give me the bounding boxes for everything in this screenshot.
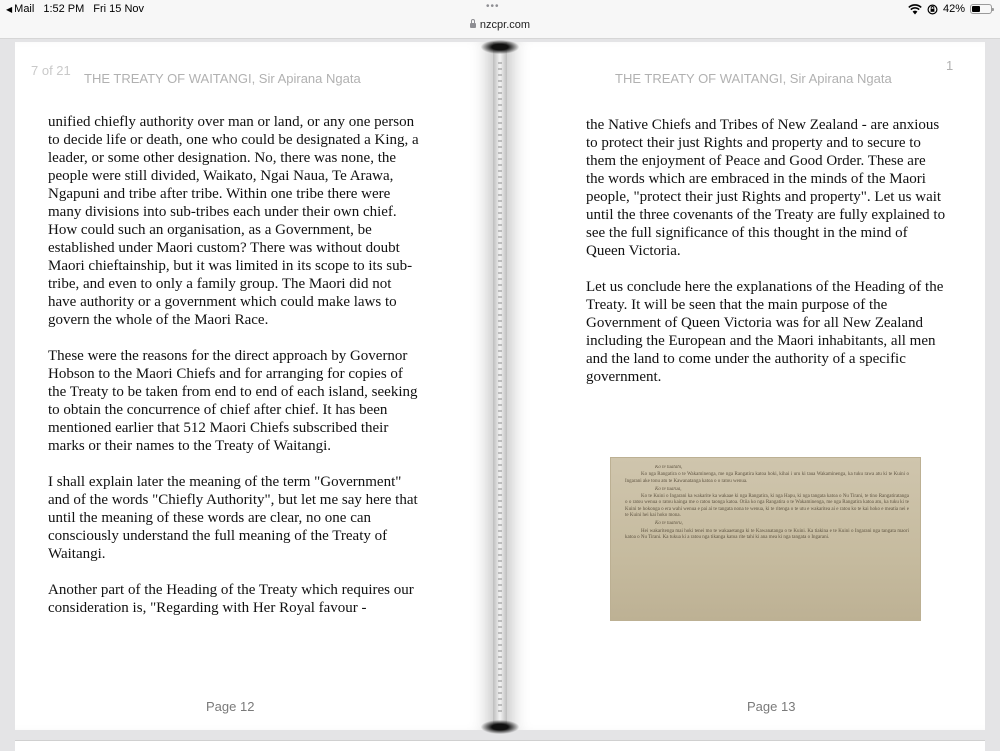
url-text: nzcpr.com	[479, 19, 531, 31]
scan-heading: Ko te tuatoru,	[655, 521, 683, 527]
status-date: Fri 15 Nov	[93, 3, 145, 15]
page-number-left: Page 12	[206, 699, 255, 714]
treaty-document-image	[611, 458, 920, 620]
book-spine	[493, 42, 507, 730]
paragraph: I shall explain later the meaning of the term "Government" and of the words "Chiefly Authority", but let me say here that until the meaning of these words are clear, no one can consciously understand the full meaning of the Treaty of Waitangi.	[48, 474, 418, 562]
back-to-mail-button[interactable]	[6, 3, 34, 15]
status-time: 1:52 PM	[43, 3, 85, 15]
multitasking-dots-icon[interactable]: •••	[486, 1, 500, 12]
treaty-scan-text	[625, 463, 909, 543]
back-label: Mail	[14, 3, 35, 15]
spine-bottom-cap	[481, 720, 519, 734]
status-left	[6, 3, 144, 15]
paragraph: These were the reasons for the direct approach by Governor Hobson to the Maori Chiefs and for arranging for copies of the Treaty to be taken from end to end of each island, seeking to obtain the concurrence of chief after chief. It has been mentioned earlier that 512 Maori Chiefs subscribed their marks or their names to the Treaty of Waitangi.	[48, 348, 418, 454]
paragraph: Another part of the Heading of the Treaty which requires our consideration is, "Regarding with Her Royal favour -	[48, 582, 414, 616]
spine-top-cap	[481, 40, 519, 54]
scan-paragraph: Hei wakaritenga mai hoki tenei mo te wakaaetanga ki te Kawanatanga o te Kuini. Ka tiakina e te Kuini o Ingarani nga tangata maori katoa o Nu Tirani. Ka tukua ki a ratou nga tikanga katoa rite tahi ki ana mea ki nga tangata o Ingarani.	[625, 528, 909, 540]
status-right	[908, 3, 992, 15]
page-number-right: Page 13	[747, 699, 796, 714]
battery-fill	[972, 6, 980, 12]
battery-icon	[970, 4, 992, 14]
wifi-icon	[908, 4, 922, 15]
next-spread-edge	[15, 740, 985, 751]
scan-heading: Ko te tuatahi,	[655, 465, 683, 470]
address-bar[interactable]	[0, 19, 1000, 31]
back-arrow-icon: ◀	[6, 4, 13, 14]
page-counter: 7 of 21	[31, 63, 71, 78]
paragraph: unified chiefly authority over man or land, or any one person to decide life or death, one who could be designated a King, a leader, or some other designation. No, there was none, the people were still divided, Waikato, Ngai Naua, Te Arawa, Ngapuni and tribe after tribe. Within one tribe there were many divisions into sub-tribes each under their own chief. How could such an organisation, as a Government, be established under Maori custom? There was without doubt Maori chieftainship, but it was limited in its scope to its sub-tribe, and even to only a family group. The Maori did not have authority or a government which could make laws to govern the whole of the Maori Race.	[48, 114, 419, 328]
status-bar	[0, 0, 1000, 39]
paragraph: Let us conclude here the explanations of the Heading of the Treaty. It will be seen that the main purpose of the Government of Queen Victoria was for all New Zealand including the European and the Maori inhabitants, all men and the land to come under the authority of a specific government.	[586, 279, 944, 385]
running-head-right: THE TREATY OF WAITANGI, Sir Apirana Ngata	[615, 71, 892, 86]
paragraph: the Native Chiefs and Tribes of New Zealand - are anxious to protect their just Rights and property and to secure to them the enjoyment of Peace and Good Order. These are the words which are embraced in the minds of the Maori people, "protect their just Rights and property". Let us wait until the three covenants of the Treaty are fully explained to see the full significance of this thought in the mind of Queen Victoria.	[586, 117, 946, 259]
right-page-text	[586, 116, 946, 404]
lock-icon	[470, 23, 476, 28]
running-head-left: THE TREATY OF WAITANGI, Sir Apirana Ngata	[84, 71, 361, 86]
left-page-text	[48, 113, 420, 635]
battery-percent: 42%	[942, 3, 965, 15]
scan-heading: Ko te tuarua,	[655, 486, 682, 492]
corner-page-number: 1	[946, 58, 954, 73]
scan-paragraph: Ko nga Rangatira o te Wakaminenga, me nga Rangatira katoa hoki, kihai i uru ki taua Wakaminenga, ka tuku rawa atu ki te Kuini o Ingarani ake tonu atu te Kawanatanga katoa o o ratou wenua.	[625, 472, 909, 484]
orientation-lock-icon	[927, 4, 938, 15]
scan-paragraph: Ko te Kuini o Ingarani ka wakarite ka wakaae ki nga Rangatira, ki nga Hapu, ki nga tangata katoa o Nu Tirani, te tino Rangatiratanga o o ratou wenua o ratou kainga me o ratou taonga katoa. Otiia ko nga Rangatira o te Wakaminenga, me nga Rangatira katoa atu, ka tuku ki te Kuini te hokonga o era wahi wenua e pai ai te tangata nona te wenua, ki te ritenga o te utu e wakaritea ai e ratou ko te kai hoko e meatia nei e te Kuini hei kai hoko mona.	[625, 494, 909, 519]
